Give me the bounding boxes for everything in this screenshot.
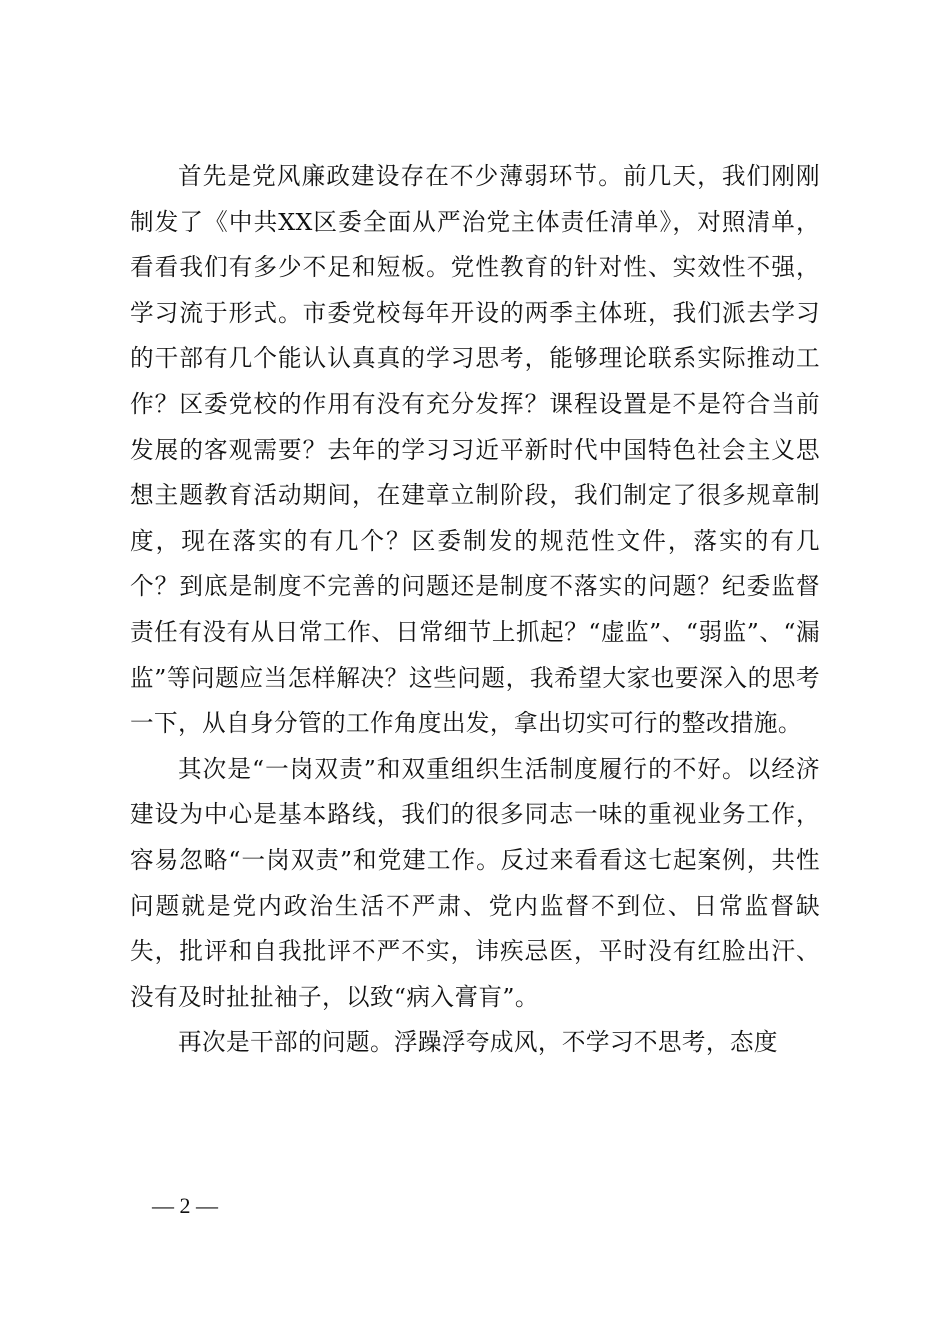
body-text [130, 154, 820, 1066]
page-number: — 2 — [152, 1193, 218, 1218]
paragraph-party-conduct: 首先是党风廉政建设存在不少薄弱环节。前几天，我们刚刚制发了《中共XX区委全面从严治党主体责任清单》，对照清单，看看我们有多少不足和短板。党性教育的针对性、实效性不强，学习流于形式。市委党校每年开设的两季主体班，我们派去学习的干部有几个能认认真真的学习思考，能够理论联系实际推动工作？区委党校的作用有没有充分发挥？课程设置是不是符合当前发展的客观需要？去年的学习习近平新时代中国特色社会主义思想主题教育活动期间，在建章立制阶段，我们制定了很多规章制度，现在落实的有几个？区委制发的规范性文件，落实的有几个？到底是制度不完善的问题还是制度不落实的问题？纪委监督责任有没有从日常工作、日常细节上抓起？“虚监”、“弱监”、“漏监”等问题应当怎样解决？这些问题，我希望大家也要深入的思考一下，从自身分管的工作角度出发，拿出切实可行的整改措施。 [130, 162, 820, 738]
paragraph-cadre-problem: 再次是干部的问题。浮躁浮夸成风，不学习不思考，态度 [178, 1028, 778, 1057]
paragraph-dual-responsibility: 其次是“一岗双责”和双重组织生活制度履行的不好。以经济建设为中心是基本路线，我们的很多同志一味的重视业务工作，容易忽略“一岗双责”和党建工作。反过来看看这七起案例，共性问题就是党内政治生活不严肃、党内监督不到位、日常监督缺失，批评和自我批评不严不实，讳疾忌医，平时没有红脸出汗、没有及时扯扯袖子，以致“病入膏肓”。 [130, 754, 820, 1011]
